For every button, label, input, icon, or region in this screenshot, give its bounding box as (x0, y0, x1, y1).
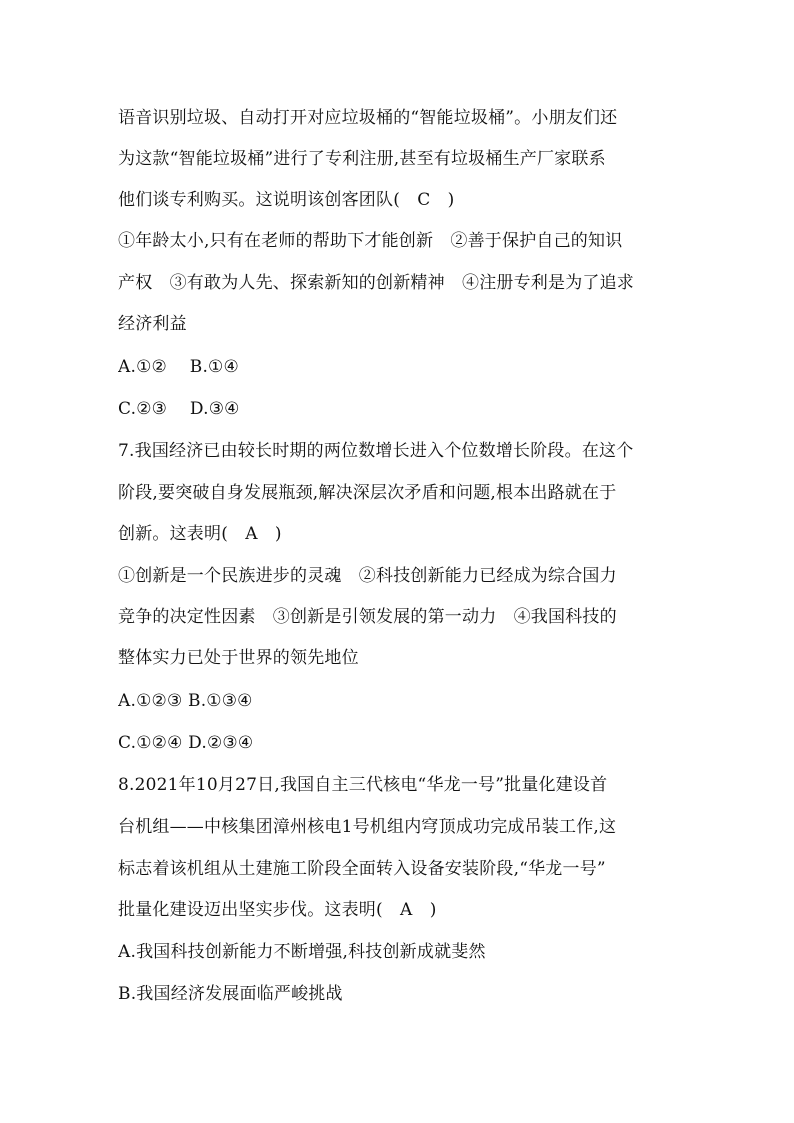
question-7-answer-choices-ab: A.①②③ B.①③④ (118, 691, 253, 711)
question-7-stem-line-2: 阶段,要突破自身发展瓶颈,解决深层次矛盾和问题,根本出路就在于 (118, 483, 617, 503)
question-6-options-line-2: 产权 ③有敢为人先、探索新知的创新精神 ④注册专利是为了追求 (118, 273, 634, 293)
text-line: 他们谈专利购买。这说明该创客团队( C ) (118, 190, 455, 210)
question-6-answer-choices-ab: A.①② B.①④ (118, 357, 239, 377)
question-8-stem-line-4: 批量化建设迈出坚实步伐。这表明( A ) (118, 900, 437, 920)
question-6-options-line-1: ①年龄太小,只有在老师的帮助下才能创新 ②善于保护自己的知识 (118, 231, 623, 251)
question-7-options-line-2: 竞争的决定性因素 ③创新是引领发展的第一动力 ④我国科技的 (118, 607, 617, 627)
question-8-choice-b: B.我国经济发展面临严峻挑战 (118, 984, 343, 1004)
question-8-stem-line-3: 标志着该机组从土建施工阶段全面转入设备安装阶段,“华龙一号” (118, 859, 606, 879)
question-7-options-line-1: ①创新是一个民族进步的灵魂 ②科技创新能力已经成为综合国力 (118, 566, 617, 586)
question-7-stem-line-3: 创新。这表明( A ) (118, 524, 282, 544)
question-7-answer-choices-cd: C.①②④ D.②③④ (118, 733, 254, 753)
question-8-choice-a: A.我国科技创新能力不断增强,科技创新成就斐然 (118, 942, 486, 962)
text-line: 为这款“智能垃圾桶”进行了专利注册,甚至有垃圾桶生产厂家联系 (118, 149, 606, 169)
question-8-stem-line-2: 台机组——中核集团漳州核电1号机组内穹顶成功完成吊装工作,这 (118, 817, 617, 837)
question-6-options-line-3: 经济利益 (118, 314, 187, 334)
question-8-stem-line-1: 8.2021年10月27日,我国自主三代核电“华龙一号”批量化建设首 (118, 775, 608, 795)
text-line: 语音识别垃圾、自动打开对应垃圾桶的“智能垃圾桶”。小朋友们还 (118, 108, 618, 128)
question-6-answer-choices-cd: C.②③ D.③④ (118, 399, 240, 419)
question-7-stem-line-1: 7.我国经济已由较长时期的两位数增长进入个位数增长阶段。在这个 (118, 441, 634, 461)
question-7-options-line-3: 整体实力已处于世界的领先地位 (118, 648, 359, 668)
